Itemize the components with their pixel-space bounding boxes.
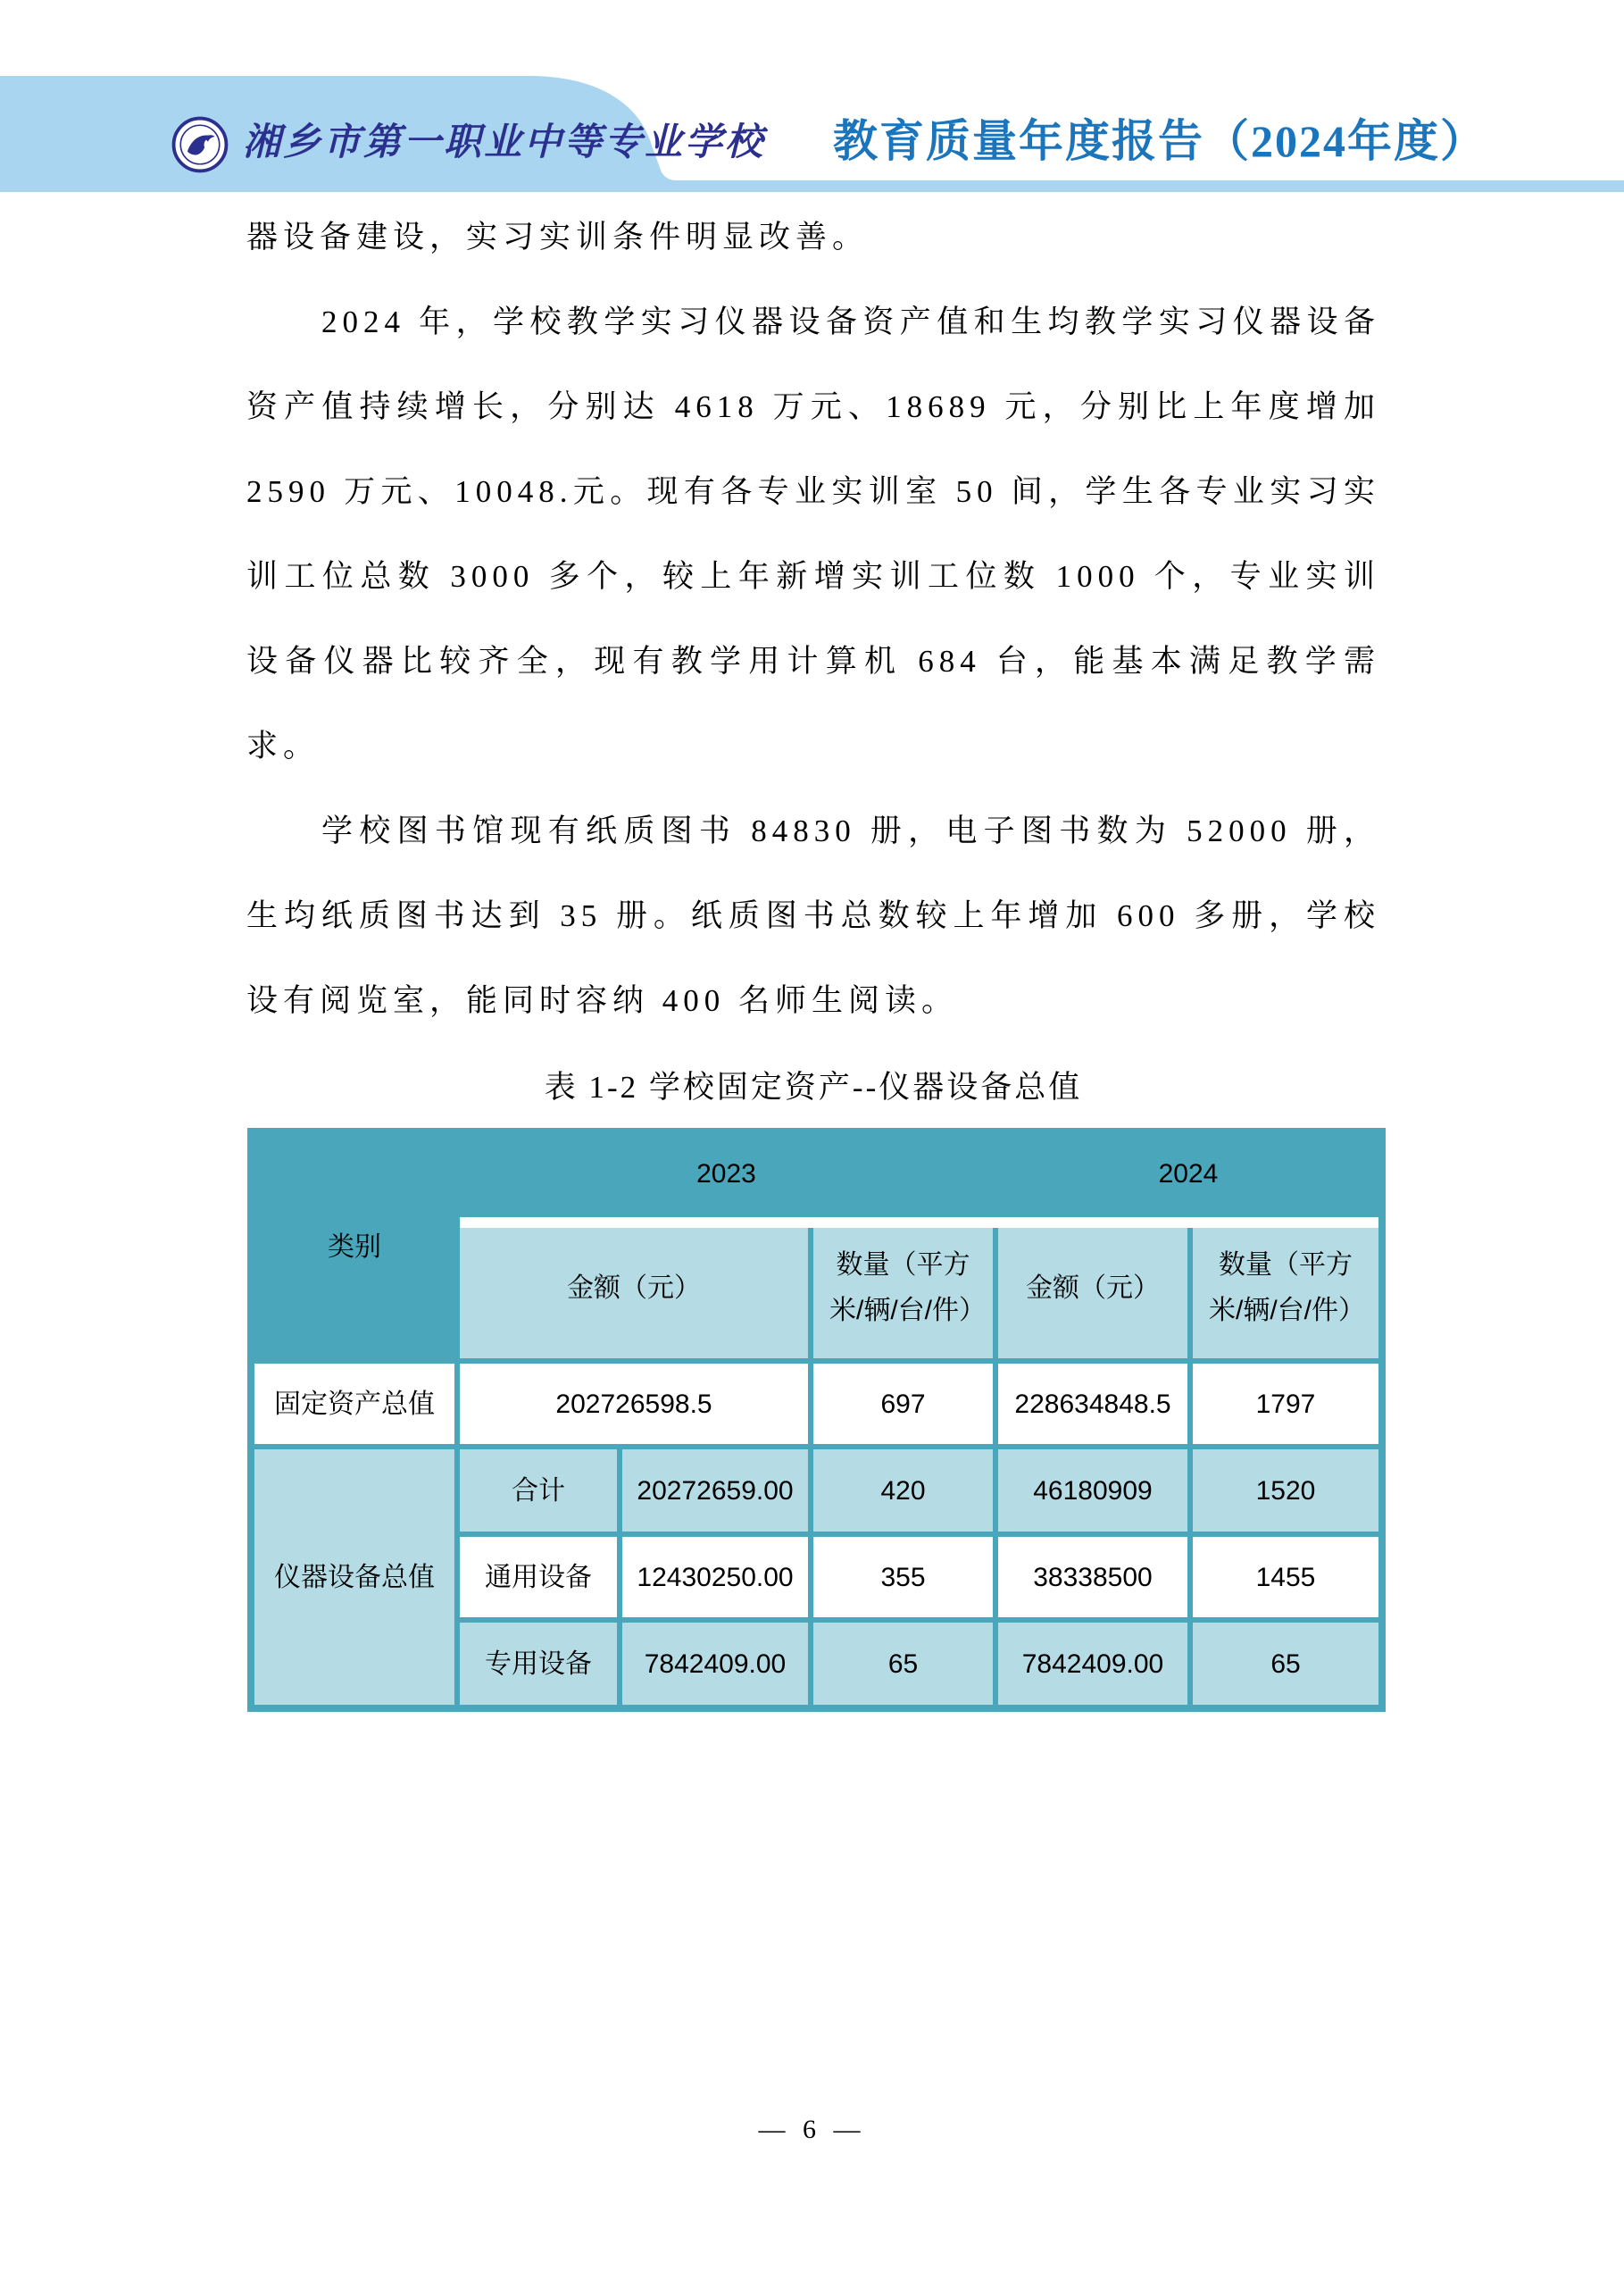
row-special-sublabel: 专用设备 — [460, 1623, 617, 1705]
paragraph-equipment: 2024 年，学校教学实习仪器设备资产值和生均教学实习仪器设备资产值持续增长，分别达 4618 万元、18689 元，分别比上年度增加 2590 万元、10048.元。现有各专业实训室 50 间，学生各专业实习实训工位总数 3000 多个，较上年新增实训工位数 1000 个，专业实训设备仪器比较齐全，现有教学用计算机 684 台，能基本满足教学需求。 — [246, 305, 1380, 764]
paragraph-continuation: 器设备建设，实习实训条件明显改善。 — [246, 220, 870, 255]
row-fixed-assets-qty-2023: 697 — [813, 1364, 993, 1444]
paragraph-library: 学校图书馆现有纸质图书 84830 册，电子图书数为 52000 册，生均纸质图书达到 35 册。纸质图书总数较上年增加 600 多册，学校设有阅览室，能同时容纳 400 名师生阅读。 — [246, 814, 1380, 1018]
asset-table — [247, 1128, 1386, 1712]
table-header-year-2024: 2024 — [1158, 1158, 1219, 1189]
row-total-qty-2023: 420 — [813, 1449, 993, 1532]
row-total-sublabel: 合计 — [460, 1449, 617, 1532]
row-general-qty-2024: 1455 — [1193, 1537, 1378, 1617]
table-caption: 表 1-2 学校固定资产--仪器设备总值 — [544, 1070, 1083, 1105]
table-header-year-2023: 2023 — [696, 1158, 756, 1189]
page-number: — 6 — — [758, 2115, 866, 2144]
body-text — [246, 195, 1380, 1043]
row-equipment-group-label: 仪器设备总值 — [254, 1449, 454, 1705]
row-special-amount-2023: 7842409.00 — [622, 1623, 808, 1705]
table-header-divider — [460, 1217, 1378, 1228]
row-total-amount-2023: 20272659.00 — [622, 1449, 808, 1532]
row-fixed-assets-amount-2023: 202726598.5 — [460, 1364, 808, 1444]
table-header-quantity-2023: 数量（平方米/辆/台/件） — [813, 1217, 993, 1358]
row-fixed-assets-label: 固定资产总值 — [254, 1364, 454, 1444]
row-general-amount-2024: 38338500 — [998, 1537, 1187, 1617]
row-general-sublabel: 通用设备 — [460, 1537, 617, 1617]
row-general-amount-2023: 12430250.00 — [622, 1537, 808, 1617]
table-header-amount-2024: 金额（元） — [998, 1217, 1187, 1358]
row-total-qty-2024: 1520 — [1193, 1449, 1378, 1532]
row-special-qty-2024: 65 — [1193, 1623, 1378, 1705]
table-header-amount-2023: 金额（元） — [460, 1217, 808, 1358]
row-fixed-assets-amount-2024: 228634848.5 — [998, 1364, 1187, 1444]
school-logo-icon — [171, 116, 229, 173]
row-general-qty-2023: 355 — [813, 1537, 993, 1617]
report-title: 教育质量年度报告（2024年度） — [833, 116, 1487, 166]
school-name: 湘乡市第一职业中等专业学校 — [243, 122, 766, 163]
row-special-amount-2024: 7842409.00 — [998, 1623, 1187, 1705]
table-header-quantity-2024: 数量（平方米/辆/台/件） — [1193, 1217, 1378, 1358]
row-special-qty-2023: 65 — [813, 1623, 993, 1705]
row-fixed-assets-qty-2024: 1797 — [1193, 1364, 1378, 1444]
row-total-amount-2024: 46180909 — [998, 1449, 1187, 1532]
table-header-category: 类别 — [328, 1231, 381, 1262]
